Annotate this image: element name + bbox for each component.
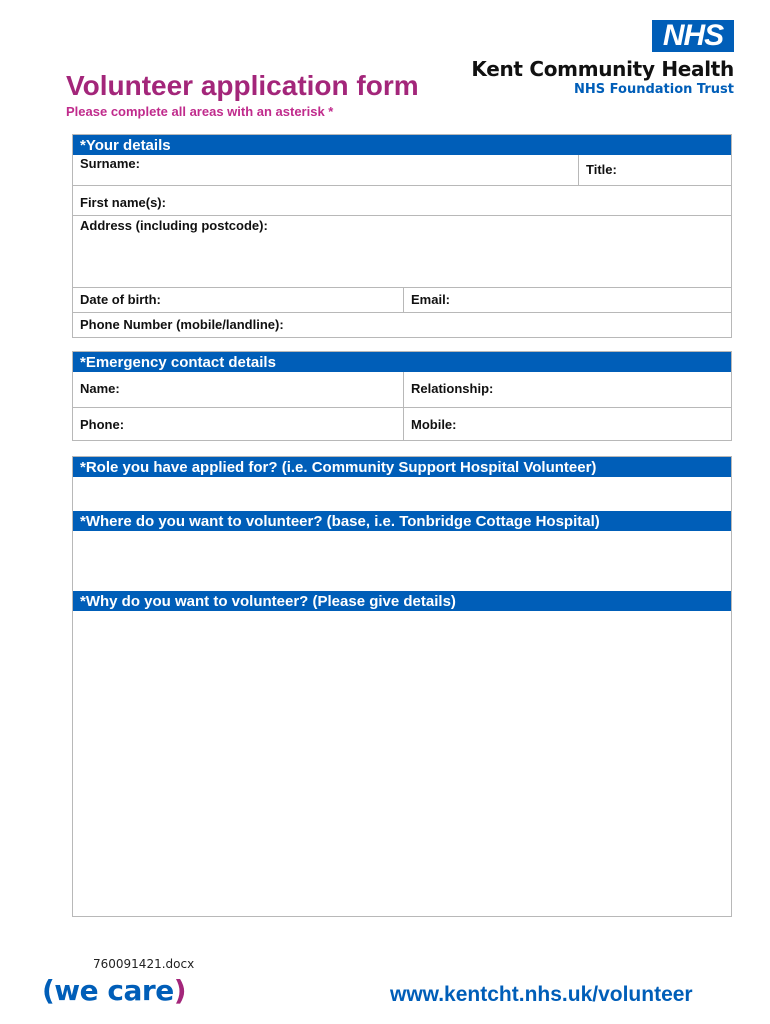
dob-email-row bbox=[73, 287, 731, 312]
website-link[interactable]: www.kentcht.nhs.uk/volunteer bbox=[390, 983, 693, 1006]
surname-row bbox=[73, 155, 731, 185]
organisation-subtitle: NHS Foundation Trust bbox=[574, 82, 734, 97]
address-row bbox=[73, 215, 731, 287]
we-care-left-bracket-icon: ( bbox=[42, 974, 55, 1007]
first-name-field[interactable]: First name(s): bbox=[80, 195, 166, 210]
emergency-phone-field[interactable]: Phone: bbox=[80, 417, 125, 432]
emergency-contact-heading: *Emergency contact details bbox=[73, 352, 731, 372]
where-answer-area[interactable] bbox=[73, 531, 731, 591]
email-field[interactable]: Email: bbox=[403, 288, 731, 312]
title-field[interactable]: Title: bbox=[578, 155, 731, 185]
emergency-contact-section bbox=[72, 351, 732, 441]
page-title: Volunteer application form bbox=[66, 70, 419, 101]
address-field[interactable]: Address (including postcode): bbox=[80, 218, 268, 233]
phone-row bbox=[73, 312, 731, 337]
we-care-logo bbox=[42, 974, 186, 1007]
role-answer-area[interactable] bbox=[73, 477, 731, 511]
where-heading: *Where do you want to volunteer? (base, i.e. Tonbridge Cottage Hospital) bbox=[73, 511, 731, 531]
page-subtitle: Please complete all areas with an asterisk * bbox=[66, 104, 334, 119]
emergency-phone-row bbox=[73, 407, 731, 440]
we-care-text: we care bbox=[54, 974, 174, 1007]
document-reference: 760091421.docx bbox=[93, 957, 195, 971]
organisation-name: Kent Community Health bbox=[471, 57, 734, 81]
emergency-name-field[interactable]: Name: bbox=[80, 381, 120, 396]
phone-field[interactable]: Phone Number (mobile/landline): bbox=[80, 317, 284, 332]
dob-field[interactable]: Date of birth: bbox=[80, 292, 161, 307]
we-care-right-bracket-icon: ) bbox=[173, 974, 186, 1007]
emergency-name-row bbox=[73, 372, 731, 407]
your-details-section bbox=[72, 134, 732, 338]
first-name-row bbox=[73, 185, 731, 215]
role-heading: *Role you have applied for? (i.e. Community Support Hospital Volunteer) bbox=[73, 457, 731, 477]
emergency-mobile-field[interactable]: Mobile: bbox=[403, 408, 731, 440]
your-details-heading: *Your details bbox=[73, 135, 731, 155]
nhs-logo: NHS bbox=[652, 20, 734, 52]
why-answer-area[interactable] bbox=[73, 611, 731, 911]
role-where-why-section bbox=[72, 456, 732, 917]
relationship-field[interactable]: Relationship: bbox=[403, 372, 731, 407]
why-heading: *Why do you want to volunteer? (Please give details) bbox=[73, 591, 731, 611]
surname-field[interactable]: Surname: bbox=[80, 156, 140, 171]
